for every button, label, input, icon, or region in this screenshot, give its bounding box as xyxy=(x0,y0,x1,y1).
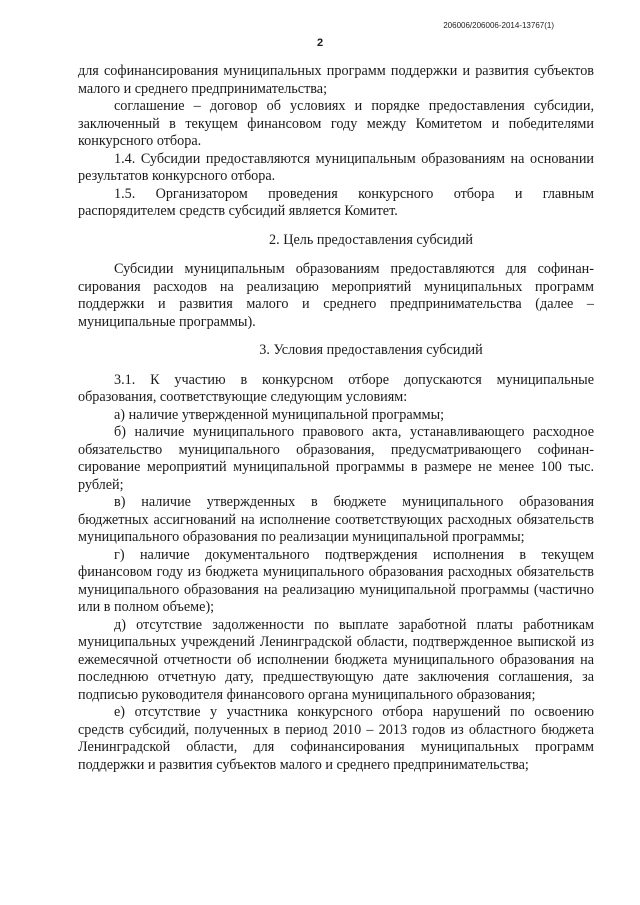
paragraph: 1.4. Субсидии предоставляются муниципальным образованиям на основании результатов конкурсного отбора. xyxy=(78,150,594,184)
document-body xyxy=(78,63,594,774)
section-heading: 2. Цель предоставления субсидий xyxy=(269,231,473,248)
document-id: 206006/206006-2014-13767(1) xyxy=(443,21,554,30)
paragraph: соглашение – договор об условиях и порядке предоставления субсидии, заключенный в текущем финансовом году между Комитетом и победителями конкурсного отбора. xyxy=(78,98,594,149)
page-number: 2 xyxy=(316,37,324,49)
list-item: б) наличие муниципального правового акта, устанавливающего расходное обязательство муниципального образования, предусматривающего софинан-сирование мероприятий муниципальной программы в размере не менее 100 тыс. рублей; xyxy=(78,424,594,493)
list-item: в) наличие утвержденных в бюджете муниципального образования бюджетных ассигнований на исполнение соответствующих расходных обязательств муниципального образования по реализации муниципальной программы; xyxy=(78,494,594,545)
list-item: а) наличие утвержденной муниципальной программы; xyxy=(114,406,445,423)
paragraph: 3.1. К участию в конкурсном отборе допускаются муниципальные образования, соответствующие следующим условиям: xyxy=(78,371,594,405)
list-item: г) наличие документального подтверждения исполнения в текущем финансовом году из бюджета муниципального образования расходных обязательств муниципального образования на реализацию муниципальной программы (частично или в полном объеме); xyxy=(78,546,594,615)
paragraph: Субсидии муниципальным образованиям предоставляются для софинан-сирования расходов на реализацию мероприятий муниципальных программ поддержки и развития малого и среднего предпринимательства (далее – муниципальные программы). xyxy=(78,261,594,330)
paragraph: 1.5. Организатором проведения конкурсного отбора и главным распорядителем средств субсидий является Комитет. xyxy=(78,185,594,219)
list-item: д) отсутствие задолженности по выплате заработной платы работникам муниципальных учреждений Ленинградской области, подтвержденное выпиской из ежемесячной отчетности об исполнении бюджета муниципального образования на последнюю отчетную дату, предшествующую дате заключения соглашения, за подписью руководителя финансового органа муниципального образования; xyxy=(78,616,594,703)
section-heading: 3. Условия предоставления субсидий xyxy=(259,342,483,358)
paragraph: для софинансирования муниципальных программ поддержки и развития субъектов малого и среднего предпринимательства; xyxy=(78,63,594,97)
list-item: е) отсутствие у участника конкурсного отбора нарушений по освоению средств субсидий, полученных в период 2010 – 2013 годов из областного бюджета Ленинградской области, для софинансирования муниципальных программ поддержки и развития субъектов малого и среднего предпринимательства; xyxy=(78,704,594,773)
